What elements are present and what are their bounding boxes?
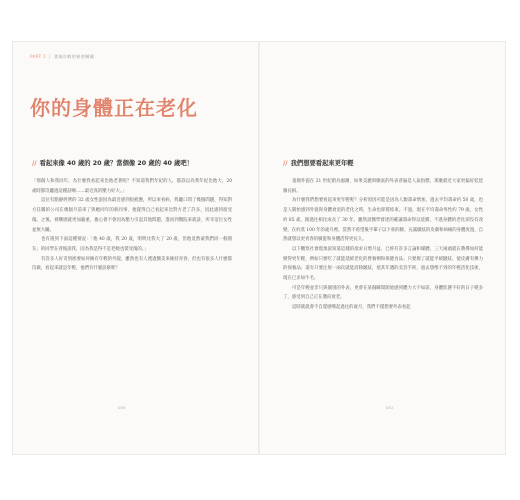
right-section-heading [283,158,483,167]
right-page-column [283,158,483,313]
left-paragraph-1: 「那個人和我同年，為什麼我看起來比他老著呢？不知道我們年紀的人，都誤以為我年紀比他大，20 歲時都沒聽過這種話啊……最近真的壓力好大。」 [32,179,232,194]
right-paragraph-4: 可是年輕並非只與個別的外表，更會在某個瞬間開始感到體力大不如前，身體狀態不好的日子變多了，感受到自己正在邁向衰老。 [283,285,483,301]
book-gutter [258,42,260,454]
running-head-separator: | [49,54,51,59]
left-section-heading [32,158,232,167]
left-section-heading-text: 看起來像 40 歲的 20 歲？當個像 20 歲的 40 歲吧！ [39,160,193,167]
right-section-heading-text: 我們想要看起來更年輕 [290,160,354,167]
heading-slash-mark: // [283,160,288,167]
running-head-title: 發現年輕的秘密關鍵 [53,54,95,59]
left-paragraph-3: 也有遇到下面這種情況：「他 40 歲，我 20 歲，明明比我大了 20 歲，但他竟然蒙我們同一個朋友」的同學在背後說我，因為我是得不是老她也裝受傷的。」 [32,237,232,252]
right-paragraph-1: 童顏外貌在 21 世紀蔚為風潮，如果美麗與臉氣的外表普遍是人氣指標，那麼最近大家更偏好娃娃臉長相。 [283,179,483,194]
left-page-number: 030 [118,405,126,410]
heading-slash-mark: // [32,160,37,167]
right-page-number: 031 [386,405,394,410]
left-paragraph-4: 有許多人好奇到底要如何擁有年輕的外貌，雖然也有人透過醫美來維持青春，但也有很多人什麼都沒做，看起來就是年輕，他們有什麼訣竅呢？ [32,256,232,272]
right-paragraph-3: 以下觀察社會現象說知道這樣的欲求日增月益，已經有許多言論和媒體、三天兩頭就在教導如何能變得更年輕，例如只要吃了就能延緩老化的營養劑和保健食品；只要擦了就能平緩皺紋、使皮膚有彈力的保養品；還有只要注射一兩次就能消除皺紋，使其年邁的美容手術，過去想像不到的年輕活化技術，現在已多如牛毛。 [283,246,483,282]
right-paragraph-2: 為什麼我們想要看起來更年輕呢？分析原因可能是因為人類壽命增加，過去平均壽命約 50 歲，也是人開始感到外貌與身體衰退的老化之時，生命也即將結束。不過，現在平均壽命男性約 79 歲，女性約 85 歲，跟過往相比成長了 30 年，雖然說醫學發達的確讓壽命得以延續，不過身體的老化卻沒有改變，在約莫 100 年的歲月裡，當然不希望後半輩子以下垂的臉、充滿皺紋的皮膚和病痛的身體度過，自然就想以更青春的臉蛋和身體活得更長久。 [283,198,483,243]
running-head-part: PART 1 [30,54,47,59]
right-paragraph-5: 這時就就會不自覺感嘆起過往的歲月，我們不僅想要外表看起 [292,305,411,311]
left-paragraph-2: 這位有點靜經營的 32 歲女性說因為最近感到很疲憊，所以來看病，我聽口問了幾個問題，得知對方任職的公司在幾個月前來了與她同年的新同事，他覺得自己看起來比對方老了許多，因此感到很受傷。之後，被嘲感就更加嚴重，擔心會不會因為壓力引起其他問題，進而到醫院來就診，所幸這位女性並無大礙。 [32,198,232,233]
chapter-title: 你的身體正在老化 [30,96,198,120]
left-page-column [32,158,232,274]
running-head [30,54,94,60]
